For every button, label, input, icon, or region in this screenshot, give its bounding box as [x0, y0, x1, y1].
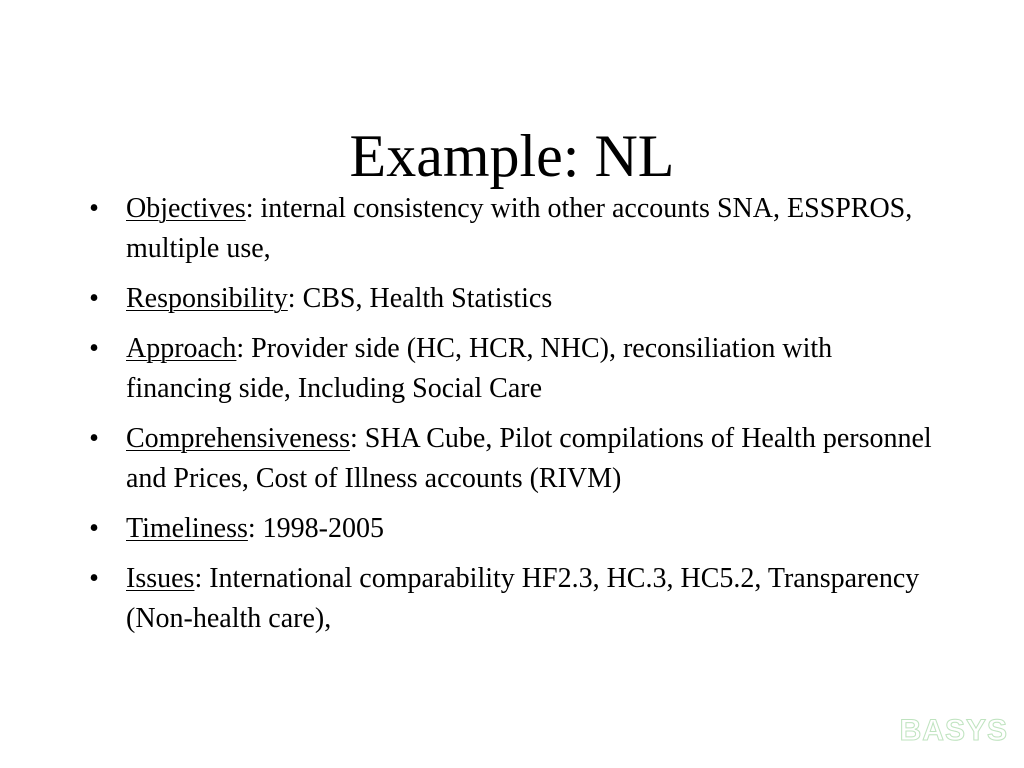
- bullet-text: : Provider side (HC, HCR, NHC), reconsiliation with financing side, Including Social Care: [126, 333, 833, 404]
- bullet-list: [84, 189, 944, 649]
- bullet-icon: •: [89, 563, 99, 594]
- bullet-text: : CBS, Health Statistics: [287, 283, 553, 314]
- bullet-term: Objectives: [126, 193, 246, 224]
- bullet-text: : International comparability HF2.3, HC.3, HC5.2, Transparency (Non-health care),: [126, 563, 920, 634]
- basys-logo: BASYS: [899, 714, 1008, 747]
- bullet-term: Approach: [126, 333, 237, 364]
- bullet-icon: •: [89, 513, 99, 544]
- bullet-icon: •: [89, 423, 99, 454]
- bullet-issues: [84, 559, 944, 639]
- bullet-icon: •: [89, 283, 99, 314]
- bullet-objectives: [84, 189, 944, 269]
- bullet-term: Responsibility: [126, 283, 288, 314]
- slide-title: Example: NL: [349, 123, 675, 190]
- bullet-timeliness: [84, 509, 944, 549]
- bullet-text: : SHA Cube, Pilot compilations of Health personnel and Prices, Cost of Illness accounts (RIVM): [126, 423, 932, 494]
- bullet-icon: •: [89, 333, 99, 364]
- bullet-responsibility: [84, 279, 944, 319]
- bullet-text: : internal consistency with other accounts SNA, ESSPROS, multiple use,: [126, 193, 913, 264]
- bullet-term: Issues: [126, 563, 195, 594]
- bullet-term: Comprehensiveness: [126, 423, 350, 454]
- bullet-term: Timeliness: [126, 513, 248, 544]
- bullet-text: : 1998-2005: [247, 513, 384, 544]
- bullet-approach: [84, 329, 944, 409]
- bullet-icon: •: [89, 193, 99, 224]
- bullet-comprehensiveness: [84, 419, 944, 499]
